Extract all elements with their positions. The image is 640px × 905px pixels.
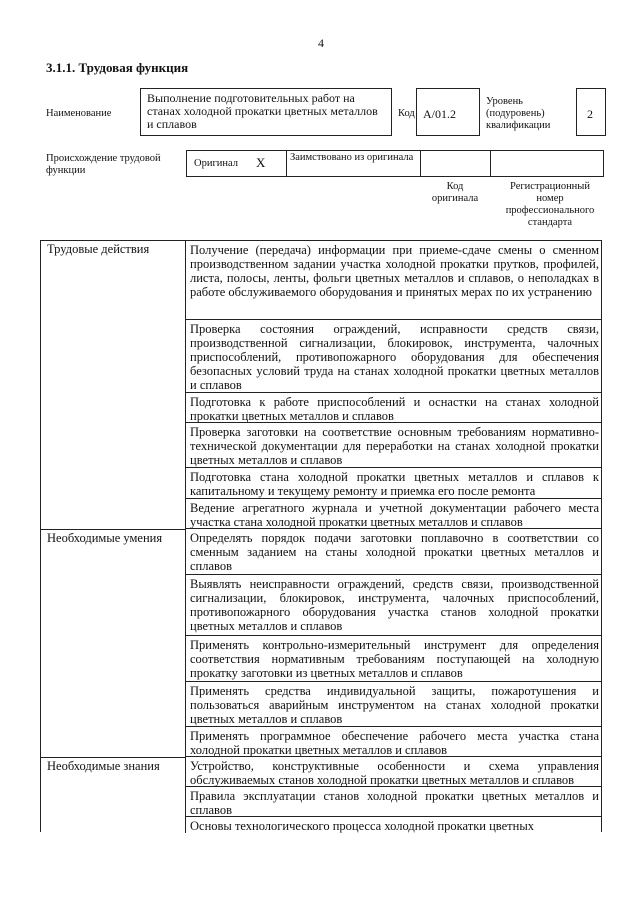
original-label: Оригинал <box>194 158 238 169</box>
action-item: Проверка заготовки на соответствие основным требованиям нормативно-технической документации для переработки на станах холодной прокатки цветных металлов и сплавов <box>186 423 602 468</box>
section-actions-title: Трудовые действия <box>47 242 150 256</box>
section-divider <box>41 529 186 530</box>
name-value: Выполнение подготовительных работ на станах холодной прокатки цветных металлов и сплавов <box>147 91 378 131</box>
section-skills-title: Необходимые умения <box>47 531 163 545</box>
labor-function-table <box>40 240 602 832</box>
origin-divider <box>286 150 287 177</box>
section-knowledge-title: Необходимые знания <box>47 759 160 773</box>
origin-divider <box>490 150 491 177</box>
skill-item: Выявлять неисправности ограждений, средств связи, производственной сигнализации, блокировок, инструмента, чалочных приспособлений, противопожарного оборудования участка станов холодной прокатки цветных металлов и сплавов <box>186 575 602 636</box>
name-label: Наименование <box>46 108 112 119</box>
level-value: 2 <box>587 107 593 121</box>
skill-item: Применять средства индивидуальной защиты, пожаротушения и пользоваться аварийным инструментом на станах холодной прокатки цветных металлов и сплавов <box>186 682 602 727</box>
origin-divider <box>420 150 421 177</box>
section-title: 3.1.1. Трудовая функция <box>46 60 189 75</box>
level-label: Уровень (подуровень) квалификации <box>486 96 551 131</box>
action-item: Ведение агрегатного журнала и учетной документации рабочего места участка стана холодной прокатки цветных металлов и сплавов <box>186 499 602 529</box>
reg-number-label: Регистрационный номер профессионального стандарта <box>505 181 595 228</box>
knowledge-item: Основы технологического процесса холодной прокатки цветных <box>190 819 534 833</box>
level-value-box <box>576 88 606 136</box>
action-item: Получение (передача) информации при приеме-сдаче смены о сменном производственном задании участка холодной прокатки прутков, профилей, листа, полосы, ленты, фольги цветных металлов и сплавов, о неполадках в работе обслуживаемого оборудования и принятых мерах по их устранению <box>186 241 602 320</box>
origin-label: Происхождение трудовой функции <box>46 153 161 176</box>
skill-item: Применять контрольно-измерительный инструмент для определения соответствия нормативным требованиям поступающей на холодную прокатку заготовки из цветных металлов и сплавов <box>186 636 602 682</box>
action-item: Подготовка стана холодной прокатки цветных металлов и сплавов к капитальному и текущему ремонту и приемка его после ремонта <box>186 468 602 499</box>
knowledge-item: Устройство, конструктивные особенности и схема управления обслуживаемых станов холодной прокатки цветных металлов и сплавов <box>186 757 602 787</box>
original-mark: X <box>256 155 266 170</box>
skill-item: Применять программное обеспечение рабочего места участка стана холодной прокатки цветных металлов и сплавов <box>186 727 602 757</box>
action-item: Проверка состояния ограждений, исправности средств связи, производственной сигнализации, блокировок, инструмента, чалочных приспособлений, противопожарного оборудования для обеспечения безопасных условий труда на станах холодной прокатки цветных металлов и сплавов <box>186 320 602 393</box>
name-value-box <box>140 88 392 136</box>
code-value-box <box>416 88 480 136</box>
borrowed-label: Заимствовано из оригинала <box>290 152 414 163</box>
code-label: Код <box>398 108 415 119</box>
code-value: А/01.2 <box>423 107 456 121</box>
skill-item: Определять порядок подачи заготовки поплавочно в соответствии со сменным заданием на станы холодной прокатки цветных металлов и сплавов <box>186 529 602 575</box>
page-number: 4 <box>318 36 324 50</box>
code-original-label: Код оригинала <box>431 181 479 204</box>
knowledge-item: Правила эксплуатации станов холодной прокатки цветных металлов и сплавов <box>186 787 602 817</box>
section-divider <box>41 757 186 758</box>
action-item: Подготовка к работе приспособлений и оснастки на станах холодной прокатки цветных металлов и сплавов <box>186 393 602 423</box>
